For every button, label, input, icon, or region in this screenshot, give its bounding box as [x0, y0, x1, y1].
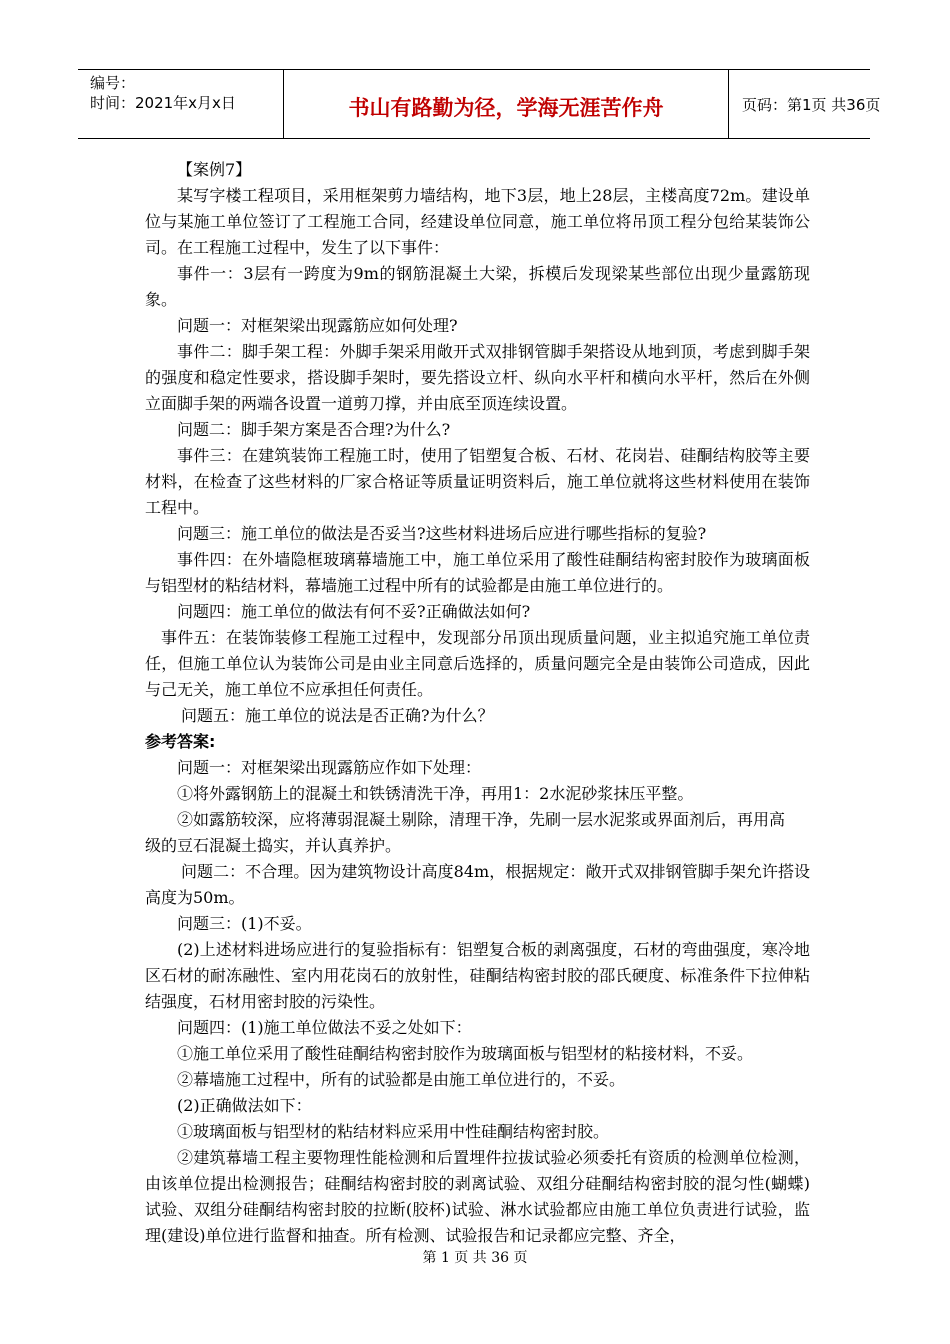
case-intro: 某写字楼工程项目，采用框架剪力墙结构，地下3层，地上28层，主楼高度72m。建设单位与某施工单位签订了工程施工合同，经建设单位同意，施工单位将吊顶工程分包给某装饰公司。在工程施工过程中，发生了以下事件： — [145, 186, 810, 257]
event-3: 事件三：在建筑装饰工程施工时，使用了铝塑复合板、石材、花岗岩、硅酮结构胶等主要材料，在检查了这些材料的厂家合格证等质量证明资料后，施工单位就将这些材料使用在装饰工程中。 — [145, 446, 810, 517]
answer-4-correct-1: ①玻璃面板与铝型材的粘结材料应采用中性硅酮结构密封胶。 — [177, 1122, 610, 1141]
question-2: 问题二：脚手架方案是否合理?为什么? — [177, 420, 451, 439]
answer-2: 问题二：不合理。因为建筑物设计高度84m，根据规定：敞开式双排钢管脚手架允许搭设高度为50m。 — [145, 862, 810, 907]
header-motto-cell — [283, 70, 729, 138]
answer-3: 问题三：(1)不妥。 — [177, 914, 312, 933]
document-body — [145, 157, 810, 1249]
answer-heading: 参考答案: — [145, 732, 216, 751]
answer-1-item-2: ②如露筋较深，应将薄弱混凝土剔除，清理干净，先刷一层水泥浆或界面剂后，再用高 — [177, 810, 786, 829]
answer-1-item-1: ①将外露钢筋上的混凝土和铁锈清洗干净，再用1：2水泥砂浆抹压平整。 — [177, 784, 694, 803]
answer-3-item-2: (2)上述材料进场应进行的复验指标有：铝塑复合板的剥离强度，石材的弯曲强度，寒冷地区石材的耐冻融性、室内用花岗石的放射性，硅酮结构密封胶的邵氏硬度、标准条件下拉伸粘结强度，石材用密封胶的污染性。 — [145, 940, 810, 1011]
event-5: 事件五：在装饰装修工程施工过程中，发现部分吊顶出现质量问题，业主拟追究施工单位责任，但施工单位认为装饰公司是由业主同意后选择的，质量问题完全是由装饰公司造成，因此与己无关，施工单位不应承担任何责任。 — [145, 628, 810, 699]
motto: 书山有路勤为径，学海无涯苦作舟 — [348, 96, 664, 120]
page-footer: 第 1 页 共 36 页 — [422, 1250, 528, 1266]
code-label: 编号： — [90, 74, 136, 92]
event-1: 事件一：3层有一跨度为9m的钢筋混凝土大梁，拆模后发现梁某些部位出现少量露筋现象。 — [145, 264, 810, 309]
header-table — [78, 69, 881, 139]
answer-1: 问题一：对框架梁出现露筋应作如下处理： — [177, 758, 482, 777]
case-title: 【案例7】 — [177, 160, 252, 179]
answer-4-correct-2: ②建筑幕墙工程主要物理性能检测和后置埋件拉拔试验必须委托有资质的检测单位检测，由该单位提出检测报告；硅酮结构密封胶的剥离试验、双组分硅酮结构密封胶的混匀性(蝴蝶)试验、双组分硅酮结构密封胶的拉断(胶杯)试验、淋水试验都应由施工单位负责进行试验，监理(建设)单位进行监督和抽查。所有检测、试验报告和记录都应完整、齐全， — [145, 1148, 810, 1245]
question-5: 问题五：施工单位的说法是否正确?为什么？ — [181, 706, 494, 725]
page-info: 页码：第1页 共36页 — [742, 96, 881, 114]
answer-4-correct: (2)正确做法如下： — [177, 1096, 312, 1115]
header-left-cell — [78, 70, 283, 138]
answer-1-item-2-cont: 级的豆石混凝土捣实，并认真养护。 — [145, 836, 402, 855]
header-page-cell — [728, 70, 881, 138]
question-1: 问题一：对框架梁出现露筋应如何处理? — [177, 316, 458, 335]
event-4: 事件四：在外墙隐框玻璃幕墙施工中，施工单位采用了酸性硅酮结构密封胶作为玻璃面板与铝型材的粘结材料，幕墙施工过程中所有的试验都是由施工单位进行的。 — [145, 550, 810, 595]
answer-4-item-2: ②幕墙施工过程中，所有的试验都是由施工单位进行的，不妥。 — [177, 1070, 626, 1089]
answer-4-item-1: ①施工单位采用了酸性硅酮结构密封胶作为玻璃面板与铝型材的粘接材料，不妥。 — [177, 1044, 754, 1063]
question-4: 问题四：施工单位的做法有何不妥?正确做法如何? — [177, 602, 531, 621]
date-label: 时间：2021年x月x日 — [90, 94, 236, 112]
question-3: 问题三：施工单位的做法是否妥当?这些材料进场后应进行哪些指标的复验? — [177, 524, 707, 543]
answer-4: 问题四：(1)施工单位做法不妥之处如下： — [177, 1018, 472, 1037]
event-2: 事件二：脚手架工程：外脚手架采用敞开式双排钢管脚手架搭设从地到顶，考虑到脚手架的强度和稳定性要求，搭设脚手架时，要先搭设立杆、纵向水平杆和横向水平杆，然后在外侧立面脚手架的两端各设置一道剪刀撑，并由底至顶连续设置。 — [145, 342, 810, 413]
